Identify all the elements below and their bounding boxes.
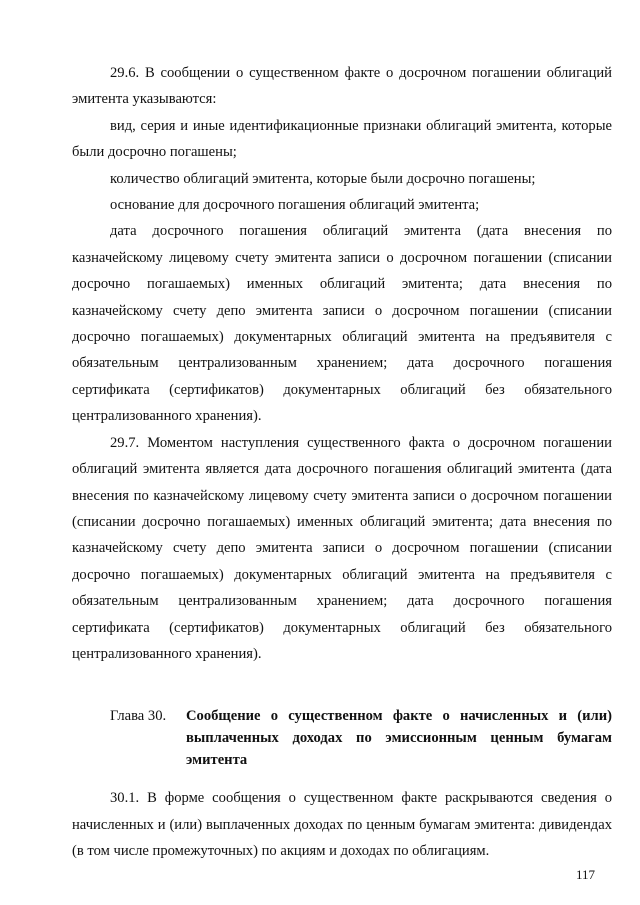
chapter-label: Глава 30. [110, 708, 167, 725]
document-body [72, 60, 612, 865]
paragraph-30-1: 30.1. В форме сообщения о существенном факте раскрываются сведения о начисленных и (или) выплаченных доходах по ценным бумагам эмитента: дивидендах (в том числе промежуточных) по акциям и доходах по облигациям. [72, 790, 612, 860]
paragraph-list-item: основание для досрочного погашения облигаций эмитента; [110, 197, 480, 214]
chapter-heading [72, 705, 612, 771]
paragraph-list-item: вид, серия и иные идентификационные признаки облигаций эмитента, которые были досрочно погашены; [72, 117, 612, 161]
paragraph-29-6: 29.6. В сообщении о существенном факте о досрочном погашении облигаций эмитента указываются: [72, 65, 612, 108]
paragraph-list-item: дата досрочного погашения облигаций эмитента (дата внесения по казначейскому лицевому счету эмитента записи о досрочном погашении (списании досрочно погашаемых) именных облигаций эмитента; дата внесения по казначейскому счету депо эмитента записи о досрочном погашении (списании досрочно погашаемых) документарных облигаций эмитента на предъявителя с обязательным централизованным хранением; дата досрочного погашения сертификата (сертификатов) документарных облигаций без обязательного централизованного хранения). [72, 223, 612, 425]
paragraph-list-item: количество облигаций эмитента, которые были досрочно погашены; [110, 170, 536, 187]
section-gap [72, 667, 612, 705]
chapter-title: Сообщение о существенном факте о начисленных и (или) выплаченных доходах по эмиссионным ценным бумагам эмитента [186, 708, 612, 769]
page-number: 117 [576, 867, 596, 882]
paragraph-29-7: 29.7. Моментом наступления существенного факта о досрочном погашении облигаций эмитента является дата досрочного погашения облигаций эмитента (дата внесения по казначейскому лицевому счету эмитента записи о досрочном погашении (списании досрочно погашаемых) именных облигаций эмитента; дата внесения по казначейскому счету депо эмитента записи о досрочном погашении (списании досрочно погашаемых) документарных облигаций эмитента на предъявителя с обязательным централизованным хранением; дата досрочного погашения сертификата (сертификатов) документарных облигаций без обязательного централизованного хранения). [72, 434, 612, 662]
